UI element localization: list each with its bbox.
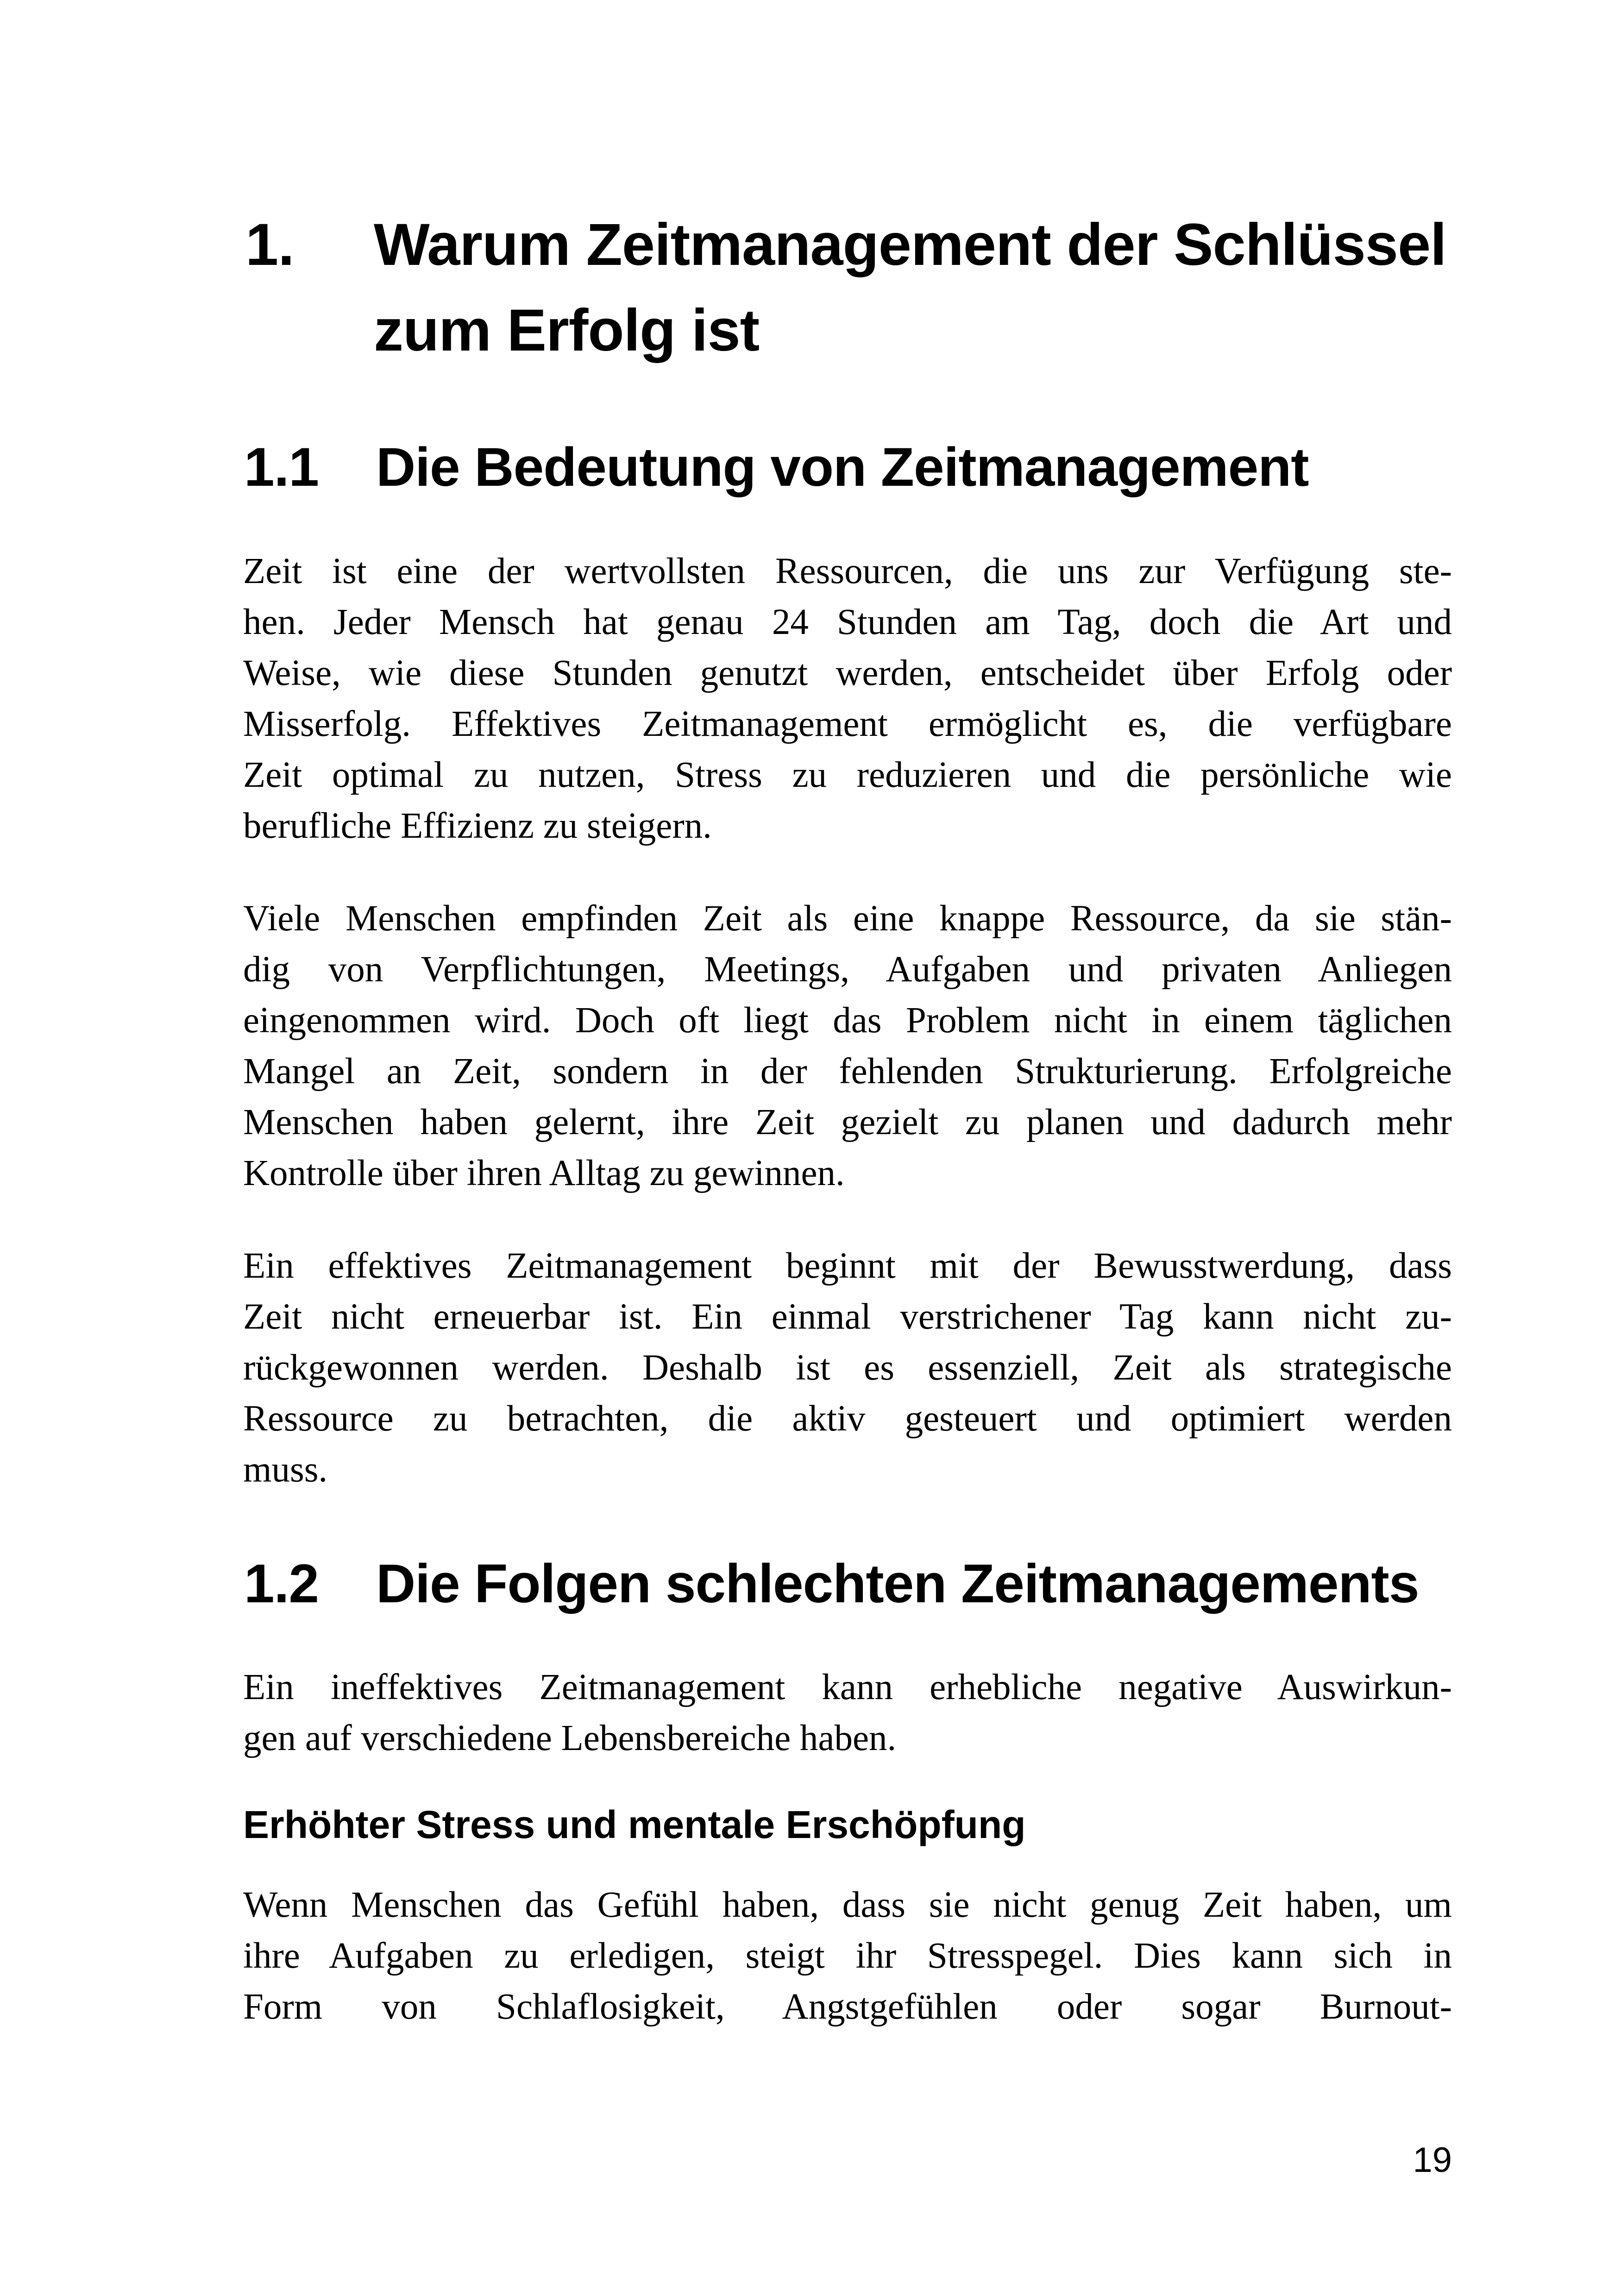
paragraph-line: Wenn Menschen das Gefühl haben, dass sie nicht genug Zeit haben, um xyxy=(243,1885,1452,1925)
paragraph-line: Zeit optimal zu nutzen, Stress zu reduzieren und die persönliche wie xyxy=(243,755,1452,795)
paragraph-line: eingenommen wird. Doch oft liegt das Problem nicht in einem täglichen xyxy=(243,1000,1452,1041)
paragraph-line: Form von Schlaflosigkeit, Angstgefühlen oder sogar Burnout- xyxy=(243,1987,1452,2027)
paragraph-line: berufliche Effizienz zu steigern. xyxy=(243,806,712,846)
paragraph-line: rückgewonnen werden. Deshalb ist es essenziell, Zeit als strategische xyxy=(243,1348,1452,1388)
paragraph xyxy=(243,893,1452,1199)
paragraph xyxy=(243,1241,1452,1495)
chapter-number: 1. xyxy=(245,212,294,278)
paragraph-line: Ein ineffektives Zeitmanagement kann erhebliche negative Auswirkun- xyxy=(243,1667,1452,1707)
paragraph-line: Zeit nicht erneuerbar ist. Ein einmal verstrichener Tag kann nicht zu- xyxy=(243,1297,1452,1337)
paragraph-line: Ressource zu betrachten, die aktiv gesteuert und optimiert werden xyxy=(243,1399,1452,1439)
paragraph-line: muss. xyxy=(243,1449,328,1490)
section-title: Die Bedeutung von Zeitmanagement xyxy=(376,437,1309,498)
paragraph xyxy=(243,546,1452,852)
paragraph-line: Zeit ist eine der wertvollsten Ressourcen, die uns zur Verfügung ste- xyxy=(243,551,1452,591)
section-number: 1.2 xyxy=(244,1553,319,1614)
paragraph-line: Menschen haben gelernt, ihre Zeit gezielt zu planen und dadurch mehr xyxy=(243,1102,1452,1142)
section-number: 1.1 xyxy=(244,437,319,498)
chapter-title: Warum Zeitmanagement der Schlüssel zum Erfolg ist xyxy=(374,212,1446,364)
paragraph-line: Mangel an Zeit, sondern in der fehlenden Strukturierung. Erfolgreiche xyxy=(243,1051,1452,1092)
paragraph-line: ihre Aufgaben zu erledigen, steigt ihr Stresspegel. Dies kann sich in xyxy=(243,1936,1452,1976)
paragraph-line: Misserfolg. Effektives Zeitmanagement ermöglicht es, die verfügbare xyxy=(243,704,1452,744)
paragraph xyxy=(243,1662,1452,1764)
subsection-heading: Erhöhter Stress und mentale Erschöpfung xyxy=(243,1803,1026,1846)
paragraph-line: Weise, wie diese Stunden genutzt werden, entscheidet über Erfolg oder xyxy=(243,653,1452,693)
paragraph-line: Kontrolle über ihren Alltag zu gewinnen. xyxy=(243,1153,845,1193)
paragraph-line: dig von Verpflichtungen, Meetings, Aufgaben und privaten Anliegen xyxy=(243,949,1452,990)
paragraph-line: Viele Menschen empfinden Zeit als eine knappe Ressource, da sie stän- xyxy=(243,898,1452,939)
paragraph xyxy=(243,1880,1452,2033)
page-number: 19 xyxy=(1413,2140,1452,2180)
section-heading-1-2 xyxy=(244,1547,1419,1621)
paragraph-line: Ein effektives Zeitmanagement beginnt mit der Bewusstwerdung, dass xyxy=(243,1246,1452,1286)
section-title: Die Folgen schlechten Zeitmanagements xyxy=(376,1553,1419,1614)
paragraph-line: gen auf verschiedene Lebensbereiche haben. xyxy=(243,1718,897,1758)
section-heading-1-1 xyxy=(244,430,1309,504)
paragraph-line: hen. Jeder Mensch hat genau 24 Stunden am Tag, doch die Art und xyxy=(243,602,1452,642)
chapter-heading xyxy=(245,202,1458,373)
